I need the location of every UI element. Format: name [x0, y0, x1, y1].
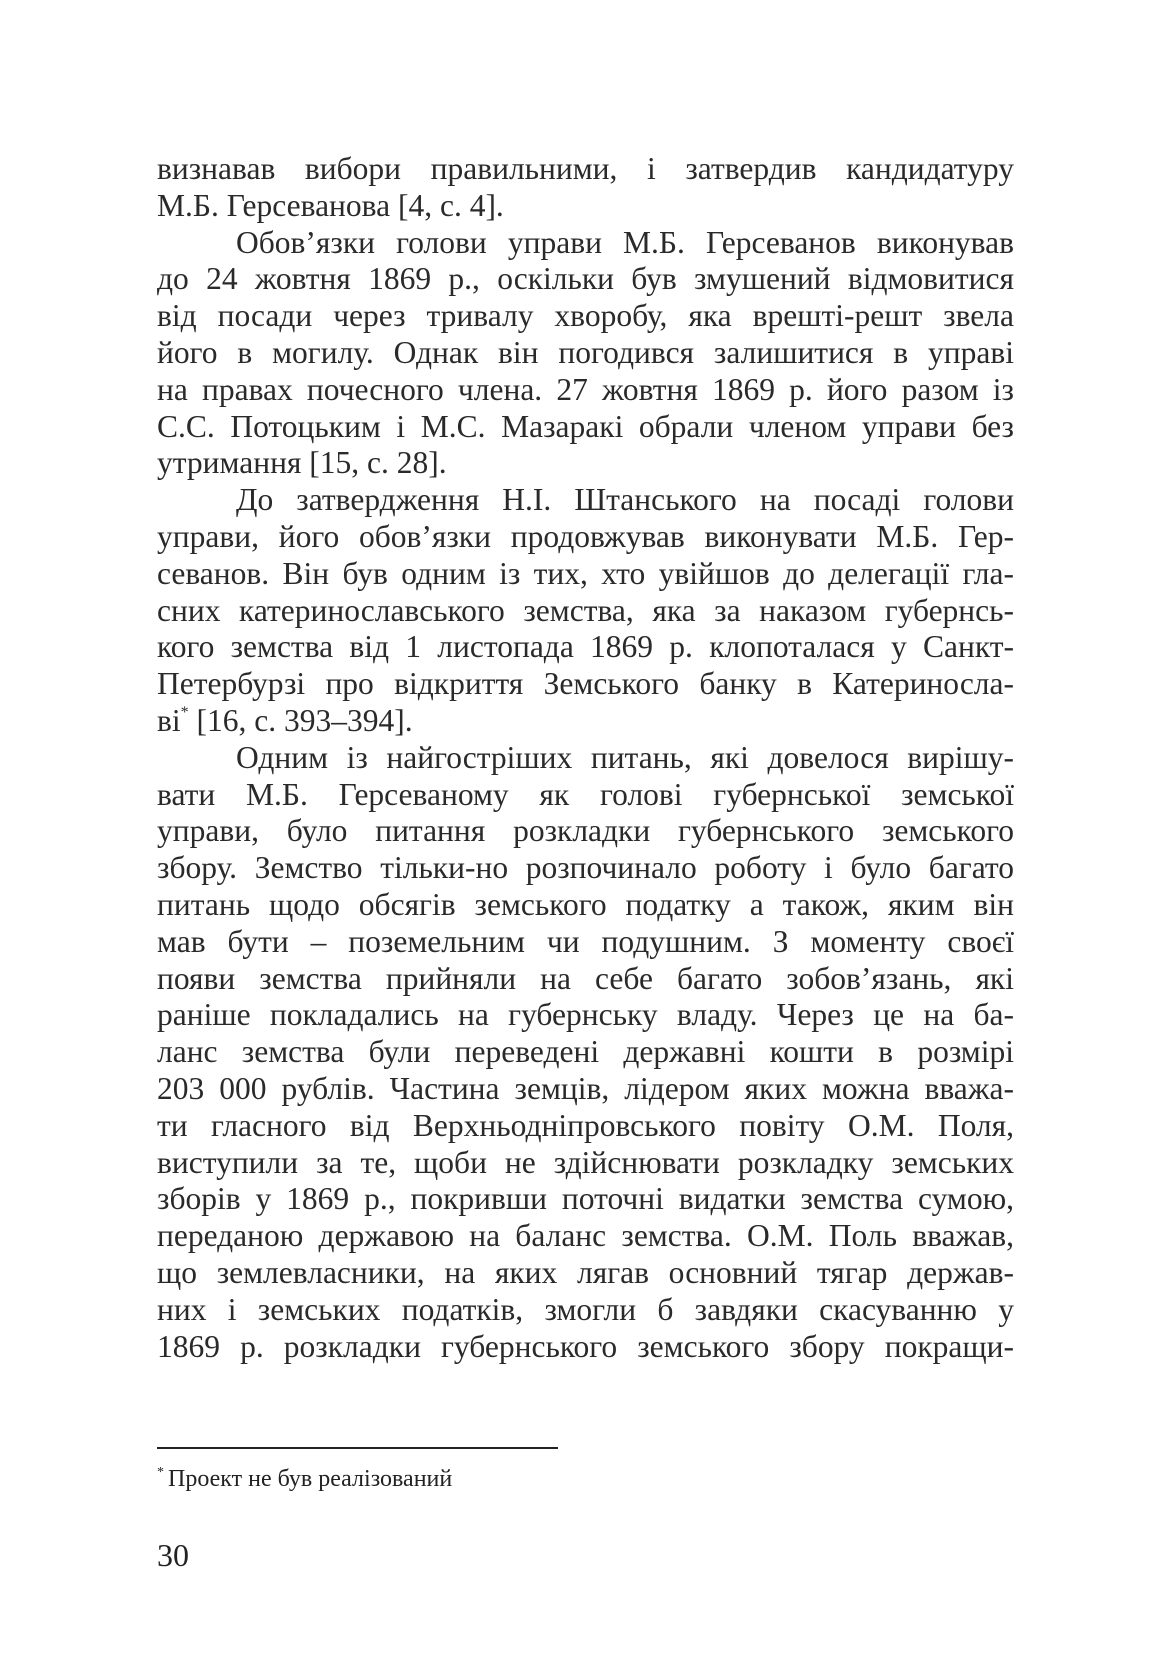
text-line: визнавав вибори правильними, і затвердив кандидатуру — [157, 151, 1014, 186]
text-line: управи, було питання розкладки губернського земського — [157, 813, 1014, 849]
text-line: переданою державою на баланс земства. О.М. Поль вважав, — [157, 1218, 1014, 1254]
text-fragment: ві — [157, 702, 181, 738]
text-line: 1869 р. розкладки губернського земського збору покращи- — [157, 1328, 1014, 1364]
text-line: від посади через тривалу хворобу, яка врешті-решт звела — [157, 298, 1014, 334]
footnote-text: Проект не був реалізований — [168, 1466, 453, 1492]
footnote-separator — [157, 1447, 558, 1449]
text-line: С.С. Потоцьким і М.С. Мазаракі обрали членом управи без — [157, 408, 1014, 444]
text-line: 203 000 рублів. Частина земців, лідером яких можна вважа- — [157, 1070, 1014, 1106]
text-line: М.Б. Герсеванова [4, с. 4]. — [157, 187, 504, 223]
footnote — [157, 1464, 452, 1494]
text-line: Обов’язки голови управи М.Б. Герсеванов виконував — [236, 224, 1014, 260]
text-line: Петербурзі про відкриття Земського банку в Катериносла- — [157, 666, 1014, 702]
text-line: До затвердження Н.І. Штанського на посаді голови — [236, 482, 1014, 518]
text-line: них і земських податків, змогли б завдяки скасуванню у — [157, 1291, 1014, 1327]
footnote-reference: * — [180, 703, 189, 721]
body-text — [157, 151, 1014, 1365]
text-line: що землевласники, на яких лягав основний тягар держав- — [157, 1254, 1014, 1290]
text-line: до 24 жовтня 1869 р., оскільки був змушений відмовитися — [157, 261, 1014, 297]
footnote-mark: * — [157, 1465, 164, 1480]
text-line: мав бути – поземельним чи подушним. З моменту своєї — [157, 923, 1014, 959]
text-line: питань щодо обсягів земського податку а також, яким він — [157, 886, 1014, 922]
text-line — [157, 703, 1014, 740]
text-line: виступили за те, щоби не здійснювати розкладку земських — [157, 1144, 1014, 1180]
text-line: на правах почесного члена. 27 жовтня 1869 р. його разом із — [157, 371, 1014, 407]
text-line: його в могилу. Однак він погодився залишитися в управі — [157, 334, 1014, 370]
text-line: ти гласного від Верхньодніпровського повіту О.М. Поля, — [157, 1107, 1014, 1143]
text-line: утримання [15, с. 28]. — [157, 445, 447, 481]
text-line: ланс земства були переведені державні кошти в розмірі — [157, 1034, 1014, 1070]
text-line: управи, його обов’язки продовжував виконувати М.Б. Гер- — [157, 518, 1014, 554]
text-line: севанов. Він був одним із тих, хто увійшов до делегації гла- — [157, 555, 1014, 591]
text-line: кого земства від 1 листопада 1869 р. клопоталася у Санкт- — [157, 629, 1014, 665]
text-line: зборів у 1869 р., покривши поточні видатки земства сумою, — [157, 1181, 1014, 1217]
text-line: раніше покладались на губернську владу. Через це на ба- — [157, 997, 1014, 1033]
text-fragment: [16, с. 393–394]. — [188, 702, 413, 738]
text-line: сних катеринославського земства, яка за наказом губернсь- — [157, 592, 1014, 628]
text-line: появи земства прийняли на себе багато зобов’язань, які — [157, 960, 1014, 996]
page-number: 30 — [157, 1537, 189, 1573]
text-line: вати М.Б. Герсеваному як голові губернської земської — [157, 776, 1014, 812]
text-line: збору. Земство тільки-но розпочинало роботу і було багато — [157, 850, 1014, 886]
text-line: Одним із найгостріших питань, які довелося вирішу- — [236, 739, 1014, 775]
